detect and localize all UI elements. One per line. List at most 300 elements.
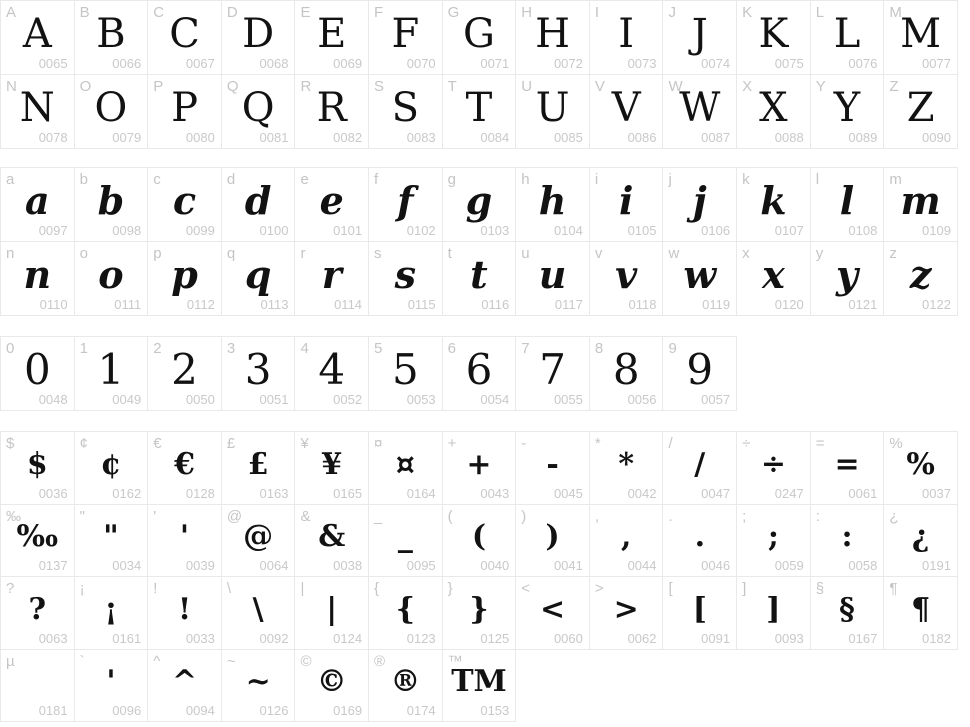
cell-code: 0034 (112, 558, 142, 573)
cell-label: y (815, 245, 824, 262)
cell-label: @ (226, 507, 243, 525)
cell-code: 0058 (848, 558, 878, 573)
cell-code: 0105 (627, 223, 657, 238)
char-cell[interactable] (147, 167, 222, 242)
cell-glyph: j (692, 177, 707, 223)
cell-code: 0106 (701, 223, 731, 238)
cell-glyph: p (171, 251, 198, 297)
cell-label: W (668, 78, 683, 95)
cell-label: ( (447, 507, 453, 525)
char-cell[interactable] (736, 504, 811, 578)
char-cell[interactable] (0, 504, 75, 578)
cell-label: s (374, 245, 382, 262)
char-cell[interactable] (74, 504, 149, 578)
cell-glyph: _ (397, 519, 413, 555)
char-row (0, 0, 970, 75)
cell-code: 0116 (481, 297, 510, 312)
cell-glyph: ¿ (911, 519, 930, 555)
cell-code: 0045 (553, 485, 583, 501)
cell-glyph: ' (106, 664, 116, 700)
char-cell[interactable] (662, 576, 737, 650)
char-cell[interactable] (294, 0, 369, 75)
char-cell[interactable] (442, 504, 517, 578)
char-cell[interactable] (221, 576, 296, 650)
cell-code: 0038 (333, 558, 363, 573)
cell-glyph: z (909, 251, 932, 297)
cell-label: { (374, 580, 380, 597)
cell-label: o (79, 245, 88, 262)
char-cell[interactable] (883, 576, 958, 650)
cell-code: 0053 (406, 392, 436, 407)
cell-label: 5 (374, 340, 383, 357)
cell-label: m (889, 171, 902, 188)
cell-label: 9 (668, 340, 677, 357)
cell-label: [ (668, 580, 673, 597)
char-cell[interactable] (662, 0, 737, 75)
cell-code: 0063 (38, 630, 68, 646)
cell-label: i (594, 171, 599, 188)
cell-code: 0120 (774, 297, 804, 312)
cell-glyph: i (618, 177, 634, 223)
cell-label: z (889, 245, 897, 262)
char-cell[interactable] (589, 0, 664, 75)
cell-label: 1 (79, 340, 88, 357)
char-cell[interactable] (442, 74, 517, 149)
char-cell[interactable] (0, 167, 75, 242)
char-cell[interactable] (810, 504, 885, 578)
cell-glyph: 2 (171, 344, 198, 394)
cell-code: 0103 (480, 223, 510, 238)
char-cell[interactable] (515, 74, 590, 149)
cell-glyph: C (169, 10, 200, 57)
cell-label: P (153, 78, 164, 95)
cell-glyph: T (465, 84, 493, 131)
char-cell[interactable] (0, 576, 75, 650)
char-cell[interactable] (294, 241, 369, 316)
char-cell[interactable] (221, 74, 296, 149)
cell-label: g (447, 171, 456, 188)
cell-code: 0085 (553, 130, 583, 145)
char-cell[interactable] (294, 649, 369, 723)
cell-glyph: | (326, 591, 338, 627)
char-cell[interactable] (883, 0, 958, 75)
cell-label: K (742, 4, 753, 21)
cell-glyph: § (839, 591, 855, 627)
cell-glyph: } (469, 591, 489, 627)
cell-code: 0067 (185, 56, 215, 71)
cell-glyph: / (694, 446, 706, 482)
cell-glyph: ? (28, 591, 47, 627)
cell-glyph: N (19, 84, 55, 131)
cell-label: ¤ (374, 435, 383, 452)
char-cell[interactable] (662, 241, 737, 316)
char-cell[interactable] (294, 74, 369, 149)
char-cell[interactable] (147, 241, 222, 316)
cell-code: 0108 (848, 223, 878, 238)
cell-code: 0076 (848, 56, 878, 71)
cell-glyph: Q (241, 84, 275, 131)
cell-label: ) (521, 507, 527, 525)
char-cell[interactable] (662, 74, 737, 149)
cell-code: 0102 (406, 223, 436, 238)
cell-glyph: * (618, 446, 635, 482)
cell-code: 0061 (848, 485, 878, 501)
char-cell[interactable] (589, 241, 664, 316)
char-cell[interactable] (883, 241, 958, 316)
cell-glyph: 7 (539, 344, 566, 394)
char-cell[interactable] (589, 336, 664, 411)
cell-glyph: $ (26, 446, 48, 482)
cell-glyph: ‰ (16, 519, 59, 555)
cell-glyph: w (683, 251, 717, 297)
group-lowercase (0, 167, 970, 316)
cell-glyph: S (391, 84, 420, 131)
cell-label: p (153, 245, 162, 262)
cell-glyph: " (103, 519, 119, 555)
cell-code: 0165 (333, 485, 363, 501)
cell-label: V (594, 78, 605, 95)
cell-glyph: q (244, 251, 272, 297)
char-row (0, 74, 970, 149)
char-cell[interactable] (442, 167, 517, 242)
char-cell[interactable] (74, 0, 149, 75)
cell-label: h (521, 171, 530, 188)
char-cell[interactable] (74, 649, 149, 723)
char-cell[interactable] (368, 167, 443, 242)
cell-code: 0051 (259, 392, 289, 407)
cell-code: 0153 (480, 703, 510, 718)
cell-label: " (79, 507, 85, 525)
cell-code: 0091 (701, 630, 731, 646)
char-cell[interactable] (515, 241, 590, 316)
cell-glyph: a (24, 177, 50, 223)
char-cell[interactable] (515, 336, 590, 411)
cell-code: 0086 (627, 130, 657, 145)
cell-code: 0074 (701, 56, 731, 71)
cell-code: 0089 (848, 130, 878, 145)
cell-glyph: ' (179, 519, 190, 555)
char-cell[interactable] (368, 0, 443, 75)
cell-glyph: ÷ (760, 446, 786, 482)
char-row (0, 576, 970, 650)
char-cell[interactable] (515, 0, 590, 75)
char-cell[interactable] (442, 0, 517, 75)
cell-label: ] (742, 580, 747, 597)
cell-label: c (153, 171, 161, 188)
cell-glyph: O (94, 84, 128, 131)
cell-label: ‰ (6, 507, 21, 525)
cell-label: R (300, 78, 312, 95)
cell-label: H (521, 4, 533, 21)
cell-label: £ (226, 435, 236, 452)
char-cell[interactable] (147, 74, 222, 149)
cell-glyph: s (394, 251, 417, 297)
cell-label: U (521, 78, 533, 95)
char-cell[interactable] (294, 431, 369, 505)
char-cell[interactable] (368, 649, 443, 723)
char-cell[interactable] (810, 576, 885, 650)
cell-code: 0052 (333, 392, 363, 407)
cell-label: Q (226, 78, 239, 95)
cell-glyph: , (620, 519, 632, 555)
cell-code: 0036 (38, 485, 68, 501)
cell-label: $ (6, 435, 15, 452)
cell-code: 0099 (185, 223, 215, 238)
cell-code: 0060 (553, 630, 583, 646)
cell-code: 0174 (406, 703, 436, 718)
cell-label: ` (79, 652, 85, 670)
cell-glyph: L (833, 10, 861, 57)
char-cell[interactable] (147, 649, 222, 723)
cell-glyph: £ (247, 446, 269, 482)
char-cell[interactable] (74, 74, 149, 149)
cell-code: 0088 (774, 130, 804, 145)
cell-label: r (300, 245, 306, 262)
cell-label: J (668, 4, 676, 21)
char-cell[interactable] (0, 241, 75, 316)
char-cell[interactable] (736, 576, 811, 650)
char-cell[interactable] (810, 74, 885, 149)
cell-label: j (668, 171, 672, 188)
char-cell[interactable] (736, 431, 811, 505)
cell-label: § (815, 580, 825, 597)
char-cell[interactable] (147, 0, 222, 75)
char-cell[interactable] (147, 504, 222, 578)
char-cell[interactable] (0, 431, 75, 505)
char-cell[interactable] (883, 167, 958, 242)
cell-glyph: 6 (465, 344, 493, 394)
char-cell[interactable] (147, 431, 222, 505)
char-cell[interactable] (294, 336, 369, 411)
cell-glyph: ; (767, 519, 779, 555)
cell-glyph: 3 (244, 344, 272, 394)
cell-label: G (447, 4, 460, 21)
cell-code: 0050 (185, 392, 215, 407)
cell-code: 0044 (627, 558, 657, 573)
cell-code: 0081 (259, 130, 289, 145)
cell-glyph: A (22, 10, 52, 57)
char-cell[interactable] (74, 241, 149, 316)
char-cell[interactable] (442, 241, 517, 316)
char-cell[interactable] (736, 241, 811, 316)
cell-glyph: d (244, 177, 272, 223)
char-cell[interactable] (368, 504, 443, 578)
char-cell[interactable] (147, 576, 222, 650)
cell-label: ! (153, 580, 158, 597)
char-cell[interactable] (662, 504, 737, 578)
char-cell[interactable] (221, 336, 296, 411)
cell-code: 0068 (259, 56, 289, 71)
cell-glyph: > (613, 591, 639, 627)
cell-label: 0 (6, 340, 15, 357)
char-cell[interactable] (74, 167, 149, 242)
cell-label: = (815, 435, 825, 452)
cell-code: 0077 (922, 56, 951, 71)
cell-code: 0096 (112, 703, 142, 718)
cell-code: 0090 (922, 130, 951, 145)
char-cell[interactable] (883, 504, 958, 578)
cell-label: 7 (521, 340, 530, 357)
char-cell[interactable] (74, 576, 149, 650)
cell-label: T (447, 78, 457, 95)
cell-code: 0041 (553, 558, 583, 573)
char-cell[interactable] (589, 576, 664, 650)
cell-code: 0057 (701, 392, 731, 407)
cell-glyph: D (242, 10, 275, 57)
char-cell[interactable] (74, 431, 149, 505)
char-cell[interactable] (883, 431, 958, 505)
cell-label: _ (374, 507, 383, 525)
char-cell[interactable] (221, 649, 296, 723)
cell-label: µ (6, 652, 15, 670)
char-cell[interactable] (368, 336, 443, 411)
cell-glyph: V (611, 84, 641, 131)
cell-label: F (374, 4, 384, 21)
char-cell[interactable] (442, 431, 517, 505)
cell-code: 0042 (627, 485, 657, 501)
char-cell[interactable] (221, 504, 296, 578)
cell-code: 0101 (333, 223, 363, 238)
cell-glyph: TM (451, 664, 507, 700)
char-cell[interactable] (442, 336, 517, 411)
cell-label: C (153, 4, 165, 21)
char-cell[interactable] (0, 649, 75, 723)
char-row (0, 167, 970, 242)
char-cell[interactable] (221, 241, 296, 316)
char-cell[interactable] (515, 576, 590, 650)
char-cell[interactable] (442, 576, 517, 650)
char-cell[interactable] (0, 0, 75, 75)
char-cell[interactable] (736, 74, 811, 149)
cell-label: ~ (226, 652, 236, 670)
char-cell[interactable] (589, 74, 664, 149)
char-cell[interactable] (147, 336, 222, 411)
cell-label: O (79, 78, 92, 95)
char-cell[interactable] (736, 167, 811, 242)
cell-glyph: - (546, 446, 559, 482)
char-cell[interactable] (368, 74, 443, 149)
cell-label: 8 (594, 340, 604, 357)
cell-glyph: K (758, 10, 789, 57)
cell-code: 0033 (185, 630, 215, 646)
char-cell[interactable] (294, 576, 369, 650)
cell-code: 0107 (774, 223, 804, 238)
cell-code: 0056 (627, 392, 657, 407)
cell-glyph: ! (177, 591, 192, 627)
char-cell[interactable] (368, 576, 443, 650)
char-row (0, 504, 970, 578)
char-cell[interactable] (810, 167, 885, 242)
cell-code: 0069 (333, 56, 363, 71)
cell-glyph: E (317, 10, 347, 57)
cell-glyph: g (465, 177, 493, 223)
char-cell[interactable] (368, 431, 443, 505)
cell-label: ¡ (79, 580, 85, 597)
cell-glyph: ¶ (911, 591, 931, 627)
cell-code: 0191 (922, 558, 951, 573)
char-cell[interactable] (221, 0, 296, 75)
char-cell[interactable] (589, 431, 664, 505)
cell-glyph: G (462, 10, 495, 57)
cell-code: 0125 (480, 630, 510, 646)
cell-code: 0084 (480, 130, 510, 145)
char-cell[interactable] (589, 504, 664, 578)
char-cell[interactable] (294, 167, 369, 242)
cell-glyph: Y (833, 84, 861, 131)
cell-label: v (594, 245, 603, 262)
cell-code: 0098 (112, 223, 142, 238)
cell-glyph: U (535, 84, 570, 131)
cell-label: / (668, 435, 673, 452)
char-cell[interactable] (368, 241, 443, 316)
cell-glyph: \ (252, 591, 264, 627)
cell-glyph: ^ (171, 664, 198, 700)
cell-glyph: I (618, 10, 635, 57)
char-cell[interactable] (0, 336, 75, 411)
cell-glyph: ® (390, 664, 421, 700)
cell-code: 0109 (922, 223, 951, 238)
char-cell[interactable] (294, 504, 369, 578)
cell-code: 0167 (848, 630, 878, 646)
cell-label: © (300, 652, 312, 670)
cell-label: u (521, 245, 530, 262)
cell-label: k (742, 171, 750, 188)
cell-code: 0118 (628, 297, 657, 312)
cell-code: 0082 (333, 130, 363, 145)
cell-code: 0040 (480, 558, 510, 573)
char-cell[interactable] (0, 74, 75, 149)
cell-label: D (226, 4, 238, 21)
cell-glyph: P (171, 84, 198, 131)
cell-label: > (594, 580, 604, 597)
cell-label: } (447, 580, 453, 597)
cell-code: 0161 (112, 630, 142, 646)
cell-glyph: F (391, 10, 420, 57)
char-cell[interactable] (515, 504, 590, 578)
char-cell[interactable] (883, 74, 958, 149)
cell-code: 0064 (259, 558, 289, 573)
char-cell[interactable] (662, 167, 737, 242)
cell-label: € (153, 435, 162, 452)
char-cell[interactable] (442, 649, 517, 723)
cell-label: , (594, 507, 600, 525)
char-cell[interactable] (810, 431, 885, 505)
char-cell[interactable] (810, 0, 885, 75)
cell-label: ™ (447, 652, 463, 670)
char-cell[interactable] (221, 167, 296, 242)
cell-code: 0117 (554, 297, 583, 312)
cell-label: t (447, 245, 452, 262)
char-cell[interactable] (74, 336, 149, 411)
char-cell[interactable] (221, 431, 296, 505)
cell-glyph: + (466, 446, 492, 482)
cell-label: ¿ (889, 507, 899, 525)
cell-glyph: X (759, 84, 788, 131)
char-cell[interactable] (515, 167, 590, 242)
cell-code: 0072 (553, 56, 583, 71)
char-cell[interactable] (515, 431, 590, 505)
char-cell[interactable] (662, 336, 737, 411)
char-cell[interactable] (589, 167, 664, 242)
char-cell[interactable] (736, 0, 811, 75)
cell-code: 0163 (259, 485, 289, 501)
cell-label: b (79, 171, 88, 188)
char-cell[interactable] (810, 241, 885, 316)
char-cell[interactable] (662, 431, 737, 505)
cell-glyph: & (318, 519, 346, 555)
cell-glyph: ) (545, 519, 560, 555)
cell-code: 0182 (922, 630, 951, 646)
